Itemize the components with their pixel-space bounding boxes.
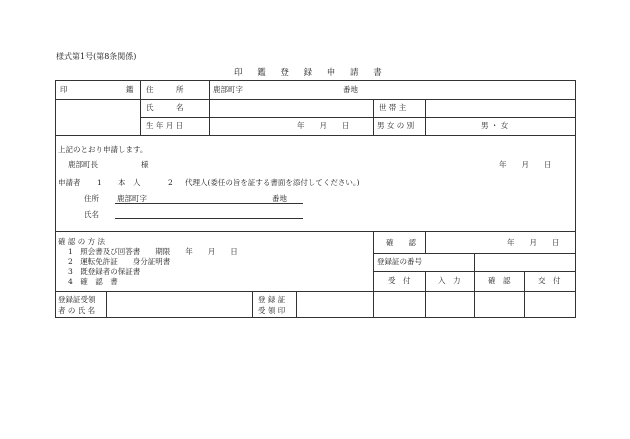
applicant-address-value: 鹿部町字 [117,194,147,203]
banchi-label: 番地 [343,85,358,94]
applicant-option-1-no: 1 [97,178,102,187]
office-kakunin: 確 認 [488,276,511,285]
receiver-label-2: 者 の 氏 名 [58,306,96,315]
cert-label-1: 登 録 証 [258,295,286,304]
request-text: 上記のとおり申請します。 [58,145,148,154]
confirm-item: 2 運転免許証 身分証明書 [68,257,171,266]
applicant-option-1: 本 人 [118,178,141,187]
office-nyuryoku: 入 力 [438,276,461,285]
address-underline [115,203,303,204]
cert-label-2: 受 領 印 [258,306,286,315]
inkan-label: 印 [60,85,68,94]
address-value: 鹿部町字 [213,85,243,94]
sama-label: 様 [141,160,149,169]
name-underline [115,218,303,219]
kakunin-date: 年 月 日 [507,238,560,247]
householder-label: 世 帯 主 [379,103,407,112]
applicant-banchi: 番地 [272,194,287,203]
confirm-item: 4 確 認 書 [68,277,118,286]
confirm-title: 確 認 の 方 法 [58,237,106,246]
reg-no-label: 登録証の番号 [377,257,422,266]
applicant-option-2-no: 2 [168,178,173,187]
applicant-address-label: 住所 [84,194,99,203]
form-number: 様式第1号(第8条関係) [56,52,137,61]
applicant-name-label: 氏名 [84,210,99,219]
address-label: 住 所 [146,85,184,94]
confirm-item: 3 既登録者の保証書 [68,267,141,276]
gender-value: 男 ・ 女 [481,121,509,130]
inkan-label-2: 鑑 [126,85,134,94]
gender-label: 男 女 の 別 [377,121,415,130]
receiver-label-1: 登録証受領 [58,295,96,304]
applicant-option-2: 代理人(委任の旨を証する書面を添付してください。) [185,178,360,187]
form-title: 印 鑑 登 録 申 請 書 [234,68,388,78]
mayor-label: 鹿部町長 [68,160,98,169]
request-date: 年 月 日 [499,160,552,169]
office-kofu: 交 付 [538,276,561,285]
applicant-label: 申請者 [58,178,81,187]
name-label: 氏 名 [146,103,184,112]
birth-value: 年 月 日 [297,121,350,130]
kakunin-label: 確 認 [386,238,416,247]
birth-label: 生 年 月 日 [146,121,184,130]
office-uketsuke: 受 付 [388,276,411,285]
confirm-item: 1 照会書及び回答書 期限 年 月 日 [68,247,238,256]
